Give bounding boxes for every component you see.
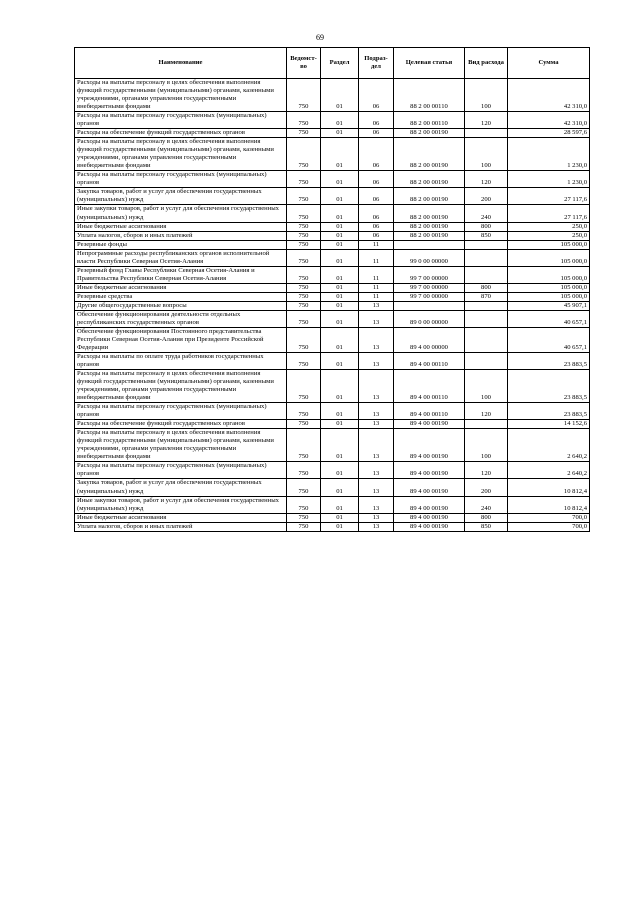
cell-razdel: 01	[321, 327, 359, 352]
header-celevaya: Целевая статья	[394, 48, 465, 79]
header-name: Наименование	[75, 48, 287, 79]
cell-razdel: 01	[321, 420, 359, 429]
cell-celevaya: 88 2 00 00190	[394, 231, 465, 240]
cell-ved: 750	[287, 240, 321, 249]
table-row	[75, 429, 590, 462]
cell-vid	[465, 310, 508, 327]
cell-razdel: 01	[321, 129, 359, 138]
cell-ved: 750	[287, 171, 321, 188]
cell-vid: 850	[465, 231, 508, 240]
cell-podrazdel: 06	[359, 79, 394, 112]
cell-name: Иные закупки товаров, работ и услуг для обеспечения государственных (муниципальных) нужд	[75, 496, 287, 513]
cell-summa: 2 640,2	[508, 429, 590, 462]
cell-name: Расходы на обеспечение функций государственных органов	[75, 420, 287, 429]
cell-podrazdel: 13	[359, 310, 394, 327]
cell-vid: 100	[465, 138, 508, 171]
table-row	[75, 249, 590, 266]
cell-ved: 750	[287, 310, 321, 327]
cell-summa: 23 883,5	[508, 353, 590, 370]
cell-podrazdel: 13	[359, 370, 394, 403]
cell-ved: 750	[287, 249, 321, 266]
cell-name: Расходы на выплаты персоналу в целях обеспечения выполнения функций государственными (муниципальными) органами, казенными учреждениями, органами управления государственными внебюджетными фондами	[75, 138, 287, 171]
table-row	[75, 327, 590, 352]
cell-razdel: 01	[321, 249, 359, 266]
cell-ved: 750	[287, 292, 321, 301]
cell-celevaya: 99 7 00 00000	[394, 292, 465, 301]
cell-celevaya: 88 2 00 00190	[394, 188, 465, 205]
cell-podrazdel: 13	[359, 327, 394, 352]
cell-ved: 750	[287, 496, 321, 513]
cell-celevaya: 89 4 00 00190	[394, 513, 465, 522]
cell-name: Расходы на выплаты персоналу государственных (муниципальных) органов	[75, 171, 287, 188]
table-row	[75, 462, 590, 479]
cell-vid: 100	[465, 370, 508, 403]
table-row	[75, 79, 590, 112]
cell-razdel: 01	[321, 513, 359, 522]
cell-razdel: 01	[321, 188, 359, 205]
cell-razdel: 01	[321, 496, 359, 513]
cell-celevaya: 99 7 00 00000	[394, 283, 465, 292]
cell-celevaya: 88 2 00 00190	[394, 171, 465, 188]
table-row	[75, 403, 590, 420]
cell-summa: 2 640,2	[508, 462, 590, 479]
cell-celevaya: 88 2 00 00190	[394, 205, 465, 222]
cell-podrazdel: 11	[359, 240, 394, 249]
cell-summa: 700,0	[508, 513, 590, 522]
cell-ved: 750	[287, 266, 321, 283]
cell-vid: 800	[465, 283, 508, 292]
cell-summa: 10 812,4	[508, 496, 590, 513]
table-row	[75, 231, 590, 240]
cell-razdel: 01	[321, 370, 359, 403]
cell-vid: 200	[465, 479, 508, 496]
cell-name: Расходы на обеспечение функций государственных органов	[75, 129, 287, 138]
cell-vid: 120	[465, 171, 508, 188]
cell-summa: 105 000,0	[508, 266, 590, 283]
cell-podrazdel: 13	[359, 513, 394, 522]
table-row	[75, 479, 590, 496]
cell-celevaya	[394, 240, 465, 249]
cell-vid	[465, 249, 508, 266]
table-row	[75, 513, 590, 522]
cell-ved: 750	[287, 513, 321, 522]
cell-ved: 750	[287, 429, 321, 462]
cell-name: Иные бюджетные ассигнования	[75, 513, 287, 522]
cell-podrazdel: 13	[359, 496, 394, 513]
cell-razdel: 01	[321, 79, 359, 112]
cell-name: Расходы на выплаты персоналу государственных (муниципальных) органов	[75, 403, 287, 420]
cell-vid: 240	[465, 205, 508, 222]
cell-name: Непрограммные расходы республиканских органов исполнительной власти Республики Северная Осетия-Алания	[75, 249, 287, 266]
cell-vid: 800	[465, 222, 508, 231]
cell-ved: 750	[287, 283, 321, 292]
cell-name: Резервные средства	[75, 292, 287, 301]
cell-vid	[465, 353, 508, 370]
cell-ved: 750	[287, 188, 321, 205]
cell-razdel: 01	[321, 301, 359, 310]
cell-podrazdel: 13	[359, 353, 394, 370]
cell-podrazdel: 06	[359, 205, 394, 222]
cell-name: Закупка товаров, работ и услуг для обеспечения государственных (муниципальных) нужд	[75, 188, 287, 205]
cell-summa: 105 000,0	[508, 249, 590, 266]
cell-podrazdel: 11	[359, 292, 394, 301]
cell-celevaya: 99 0 00 00000	[394, 249, 465, 266]
cell-celevaya: 89 4 00 00190	[394, 479, 465, 496]
cell-celevaya: 89 4 00 00190	[394, 496, 465, 513]
cell-razdel: 01	[321, 292, 359, 301]
header-ved: Ведомст-во	[287, 48, 321, 79]
header-summa: Сумма	[508, 48, 590, 79]
cell-name: Иные бюджетные ассигнования	[75, 283, 287, 292]
cell-summa: 45 907,1	[508, 301, 590, 310]
cell-name: Резервные фонды	[75, 240, 287, 249]
cell-name: Расходы на выплаты персоналу государственных (муниципальных) органов	[75, 462, 287, 479]
cell-razdel: 01	[321, 138, 359, 171]
cell-ved: 750	[287, 79, 321, 112]
table-row	[75, 188, 590, 205]
cell-razdel: 01	[321, 479, 359, 496]
table-row	[75, 283, 590, 292]
cell-summa: 27 117,6	[508, 188, 590, 205]
cell-ved: 750	[287, 522, 321, 531]
cell-summa: 40 657,1	[508, 327, 590, 352]
table-row	[75, 138, 590, 171]
cell-celevaya: 89 4 00 00110	[394, 370, 465, 403]
cell-razdel: 01	[321, 429, 359, 462]
header-podrazdel: Подраз-дел	[359, 48, 394, 79]
cell-podrazdel: 06	[359, 129, 394, 138]
cell-ved: 750	[287, 301, 321, 310]
cell-podrazdel: 06	[359, 231, 394, 240]
cell-podrazdel: 13	[359, 479, 394, 496]
cell-podrazdel: 13	[359, 522, 394, 531]
cell-vid: 100	[465, 79, 508, 112]
cell-celevaya: 88 2 00 00190	[394, 129, 465, 138]
cell-celevaya: 89 4 00 00110	[394, 403, 465, 420]
cell-podrazdel: 06	[359, 188, 394, 205]
cell-ved: 750	[287, 205, 321, 222]
cell-name: Иные закупки товаров, работ и услуг для обеспечения государственных (муниципальных) нужд	[75, 205, 287, 222]
table-row	[75, 171, 590, 188]
cell-podrazdel: 13	[359, 301, 394, 310]
cell-ved: 750	[287, 231, 321, 240]
cell-celevaya: 89 4 00 00110	[394, 353, 465, 370]
cell-ved: 750	[287, 138, 321, 171]
cell-name: Резервный фонд Главы Республики Северная Осетия-Алания и Правительства Республики Северная Осетия-Алания	[75, 266, 287, 283]
cell-name: Расходы на выплаты по оплате труда работников государственных органов	[75, 353, 287, 370]
table-row	[75, 301, 590, 310]
table-header	[75, 48, 590, 79]
table-row	[75, 522, 590, 531]
cell-razdel: 01	[321, 222, 359, 231]
cell-celevaya	[394, 301, 465, 310]
cell-podrazdel: 06	[359, 138, 394, 171]
table-row	[75, 420, 590, 429]
cell-podrazdel: 11	[359, 266, 394, 283]
cell-vid: 800	[465, 513, 508, 522]
cell-ved: 750	[287, 327, 321, 352]
cell-ved: 750	[287, 370, 321, 403]
cell-summa: 42 310,0	[508, 112, 590, 129]
cell-summa: 27 117,6	[508, 205, 590, 222]
cell-vid	[465, 129, 508, 138]
cell-celevaya: 89 4 00 00000	[394, 327, 465, 352]
cell-razdel: 01	[321, 353, 359, 370]
cell-summa: 42 310,0	[508, 79, 590, 112]
cell-summa: 40 657,1	[508, 310, 590, 327]
cell-summa: 23 883,5	[508, 370, 590, 403]
page-number: 69	[316, 33, 324, 42]
cell-celevaya: 99 7 00 00000	[394, 266, 465, 283]
table-row	[75, 129, 590, 138]
cell-razdel: 01	[321, 240, 359, 249]
cell-razdel: 01	[321, 231, 359, 240]
header-razdel: Раздел	[321, 48, 359, 79]
cell-summa: 250,0	[508, 222, 590, 231]
cell-razdel: 01	[321, 283, 359, 292]
cell-name: Другие общегосударственные вопросы	[75, 301, 287, 310]
cell-name: Обеспечение функционирования деятельности отдельных республиканских государственных органов	[75, 310, 287, 327]
table-row	[75, 266, 590, 283]
cell-vid: 240	[465, 496, 508, 513]
cell-summa: 105 000,0	[508, 240, 590, 249]
cell-vid: 100	[465, 429, 508, 462]
cell-celevaya: 88 2 00 00110	[394, 79, 465, 112]
cell-vid: 120	[465, 462, 508, 479]
cell-summa: 23 883,5	[508, 403, 590, 420]
table-row	[75, 292, 590, 301]
cell-summa: 28 597,6	[508, 129, 590, 138]
cell-name: Уплата налогов, сборов и иных платежей	[75, 231, 287, 240]
cell-celevaya: 89 4 00 00190	[394, 429, 465, 462]
cell-name: Закупка товаров, работ и услуг для обеспечения государственных (муниципальных) нужд	[75, 479, 287, 496]
cell-vid	[465, 327, 508, 352]
cell-razdel: 01	[321, 205, 359, 222]
cell-name: Расходы на выплаты персоналу государственных (муниципальных) органов	[75, 112, 287, 129]
cell-summa: 10 812,4	[508, 479, 590, 496]
cell-razdel: 01	[321, 171, 359, 188]
cell-razdel: 01	[321, 522, 359, 531]
cell-vid: 850	[465, 522, 508, 531]
cell-vid	[465, 240, 508, 249]
cell-ved: 750	[287, 462, 321, 479]
budget-table	[74, 47, 590, 532]
cell-razdel: 01	[321, 310, 359, 327]
cell-razdel: 01	[321, 266, 359, 283]
table-row	[75, 370, 590, 403]
table-row	[75, 310, 590, 327]
cell-summa: 105 000,0	[508, 283, 590, 292]
cell-summa: 1 230,0	[508, 171, 590, 188]
cell-ved: 750	[287, 129, 321, 138]
cell-name: Иные бюджетные ассигнования	[75, 222, 287, 231]
cell-celevaya: 88 2 00 00190	[394, 222, 465, 231]
cell-vid: 870	[465, 292, 508, 301]
cell-summa: 1 230,0	[508, 138, 590, 171]
table-row	[75, 496, 590, 513]
cell-podrazdel: 06	[359, 171, 394, 188]
cell-celevaya: 88 2 00 00110	[394, 112, 465, 129]
cell-ved: 750	[287, 353, 321, 370]
cell-ved: 750	[287, 479, 321, 496]
table-row	[75, 353, 590, 370]
cell-podrazdel: 11	[359, 249, 394, 266]
cell-vid: 120	[465, 403, 508, 420]
cell-summa: 105 000,0	[508, 292, 590, 301]
cell-ved: 750	[287, 112, 321, 129]
cell-celevaya: 89 0 00 00000	[394, 310, 465, 327]
cell-celevaya: 89 4 00 00190	[394, 420, 465, 429]
cell-celevaya: 88 2 00 00190	[394, 138, 465, 171]
cell-vid	[465, 301, 508, 310]
header-vid: Вид расхода	[465, 48, 508, 79]
cell-summa: 14 152,6	[508, 420, 590, 429]
cell-podrazdel: 06	[359, 222, 394, 231]
cell-podrazdel: 13	[359, 429, 394, 462]
table-body	[75, 79, 590, 532]
cell-razdel: 01	[321, 112, 359, 129]
table-row	[75, 205, 590, 222]
cell-vid	[465, 266, 508, 283]
cell-podrazdel: 13	[359, 403, 394, 420]
cell-celevaya: 89 4 00 00190	[394, 462, 465, 479]
cell-name: Расходы на выплаты персоналу в целях обеспечения выполнения функций государственными (муниципальными) органами, казенными учреждениями, органами управления государственными внебюджетными фондами	[75, 370, 287, 403]
cell-razdel: 01	[321, 403, 359, 420]
table-row	[75, 112, 590, 129]
cell-ved: 750	[287, 222, 321, 231]
cell-summa: 700,0	[508, 522, 590, 531]
cell-name: Уплата налогов, сборов и иных платежей	[75, 522, 287, 531]
table-row	[75, 222, 590, 231]
cell-name: Расходы на выплаты персоналу в целях обеспечения выполнения функций государственными (муниципальными) органами, казенными учреждениями, органами управления государственными внебюджетными фондами	[75, 429, 287, 462]
table-row	[75, 240, 590, 249]
cell-razdel: 01	[321, 462, 359, 479]
cell-celevaya: 89 4 00 00190	[394, 522, 465, 531]
cell-podrazdel: 13	[359, 462, 394, 479]
cell-vid: 120	[465, 112, 508, 129]
cell-vid	[465, 420, 508, 429]
cell-podrazdel: 11	[359, 283, 394, 292]
cell-vid: 200	[465, 188, 508, 205]
cell-podrazdel: 13	[359, 420, 394, 429]
cell-summa: 250,0	[508, 231, 590, 240]
cell-ved: 750	[287, 420, 321, 429]
cell-ved: 750	[287, 403, 321, 420]
cell-name: Обеспечение функционирования Постоянного представительства Республики Северная Осетия-Алания при Президенте Российской Федерации	[75, 327, 287, 352]
cell-podrazdel: 06	[359, 112, 394, 129]
cell-name: Расходы на выплаты персоналу в целях обеспечения выполнения функций государственными (муниципальными) органами, казенными учреждениями, органами управления государственными внебюджетными фондами	[75, 79, 287, 112]
